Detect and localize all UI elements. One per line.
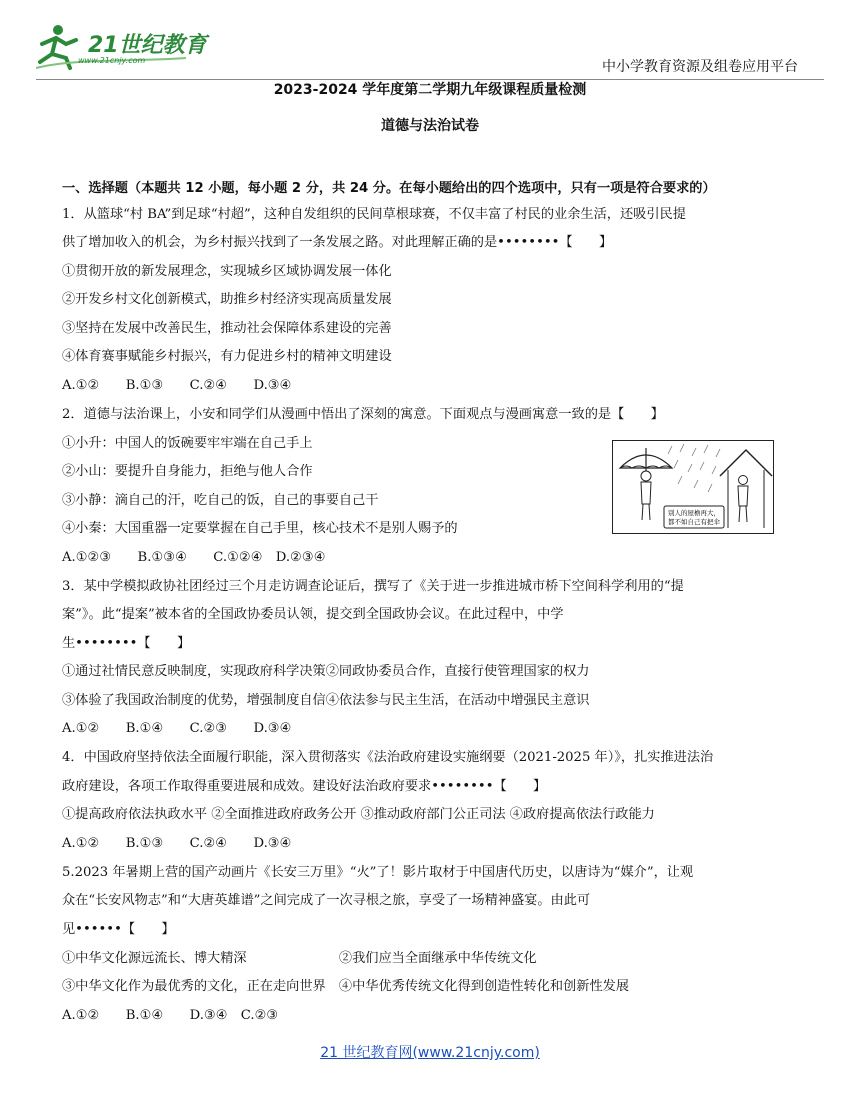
option-line: ②小山：要提升自身能力，拒绝与他人合作 bbox=[62, 464, 313, 479]
question-line: 政府建设，各项工作取得重要进展和成效。建设好法治政府要求••••••••【 】 bbox=[62, 779, 547, 794]
option-line: ①中华文化源远流长、博大精深 ②我们应当全面继承中华传统文化 bbox=[62, 951, 537, 966]
option-line: ③小静：滴自己的汗，吃自己的饭，自己的事要自己干 bbox=[62, 493, 379, 508]
question-line: 见••••••【 】 bbox=[62, 922, 175, 937]
question-line: 供了增加收入的机会，为乡村振兴找到了一条发展之路。对此理解正确的是••••••••【 】 bbox=[62, 235, 613, 250]
option-line: ④体育赛事赋能乡村振兴，有力促进乡村的精神文明建设 bbox=[62, 349, 392, 364]
option-line: ①贯彻开放的新发展理念，实现城乡区域协调发展一体化 bbox=[62, 264, 392, 279]
option-line: ①小升：中国人的饭碗要牢牢端在自己手上 bbox=[62, 436, 313, 451]
logo-text: 21世纪教育 bbox=[88, 33, 207, 58]
option-line: ②开发乡村文化创新模式，助推乡村经济实现高质量发展 bbox=[62, 292, 392, 307]
option-line: ①提高政府依法执政水平 ②全面推进政府政务公开 ③推动政府部门公正司法 ④政府提高依法行政能力 bbox=[62, 807, 655, 822]
platform-name: 中小学教育资源及组卷应用平台 bbox=[602, 59, 798, 75]
footer-link[interactable]: 21 世纪教育网(www.21cnjy.com) bbox=[320, 1045, 540, 1061]
cartoon-caption-line1: 别人的屋檐再大， bbox=[668, 509, 720, 517]
question-line: 3．某中学模拟政协社团经过三个月走访调查论证后，撰写了《关于进一步推进城市桥下空间科学利用的“提 bbox=[62, 579, 684, 594]
option-line: ③体验了我国政治制度的优势，增强制度自信④依法参与民主生活，在活动中增强民主意识 bbox=[62, 693, 590, 708]
exam-title: 2023-2024 学年度第二学期九年级课程质量检测 bbox=[273, 82, 587, 98]
exam-subtitle: 道德与法治试卷 bbox=[381, 118, 479, 134]
cartoon-illustration bbox=[612, 440, 774, 534]
answer-choices: A.①② B.①④ D.③④ C.②③ bbox=[62, 1008, 279, 1023]
question-line: 2．道德与法治课上，小安和同学们从漫画中悟出了深刻的寓意。下面观点与漫画寓意一致的是【 】 bbox=[62, 407, 664, 422]
logo-url: www.21cnjy.com bbox=[78, 56, 146, 65]
answer-choices: A.①②③ B.①③④ C.①②④ D.②③④ bbox=[62, 550, 326, 565]
option-line: ③坚持在发展中改善民生，推动社会保障体系建设的完善 bbox=[62, 321, 392, 336]
cartoon-caption-line2: 都不如自己有把伞 bbox=[668, 518, 720, 526]
question-line: 4．中国政府坚持依法全面履行职能，深入贯彻落实《法治政府建设实施纲要（2021-2025 年）》，扎实推进法治 bbox=[62, 750, 714, 765]
section-heading: 一、选择题（本题共 12 小题，每小题 2 分，共 24 分。在每小题给出的四个选项中，只有一项是符合要求的） bbox=[62, 181, 716, 196]
answer-choices: A.①② B.①④ C.②③ D.③④ bbox=[62, 721, 292, 736]
answer-choices: A.①② B.①③ C.②④ D.③④ bbox=[62, 378, 292, 393]
question-line: 案”》。此“提案”被本省的全国政协委员认领，提交到全国政协会议。在此过程中，中学 bbox=[62, 607, 564, 622]
option-line: ①通过社情民意反映制度，实现政府科学决策②同政协委员合作，直接行使管理国家的权力 bbox=[62, 664, 590, 679]
answer-choices: A.①② B.①③ C.②④ D.③④ bbox=[62, 836, 292, 851]
option-line: ④小秦：大国重器一定要掌握在自己手里，核心技术不是别人赐予的 bbox=[62, 521, 458, 536]
question-line: 众在“长安风物志”和“大唐英雄谱”之间完成了一次寻根之旅，享受了一场精神盛宴。由此可 bbox=[62, 893, 591, 908]
question-line: 5.2023 年暑期上营的国产动画片《长安三万里》“火”了！影片取材于中国唐代历史，以唐诗为“媒介”，让观 bbox=[62, 865, 694, 880]
question-line: 1．从篮球“村 BA”到足球“村超”，这种自发组织的民间草根球赛，不仅丰富了村民的业余生活，还吸引民提 bbox=[62, 207, 686, 222]
option-line: ③中华文化作为最优秀的文化，正在走向世界 ④中华优秀传统文化得到创造性转化和创新性发展 bbox=[62, 979, 630, 994]
question-line: 生••••••••【 】 bbox=[62, 636, 191, 651]
